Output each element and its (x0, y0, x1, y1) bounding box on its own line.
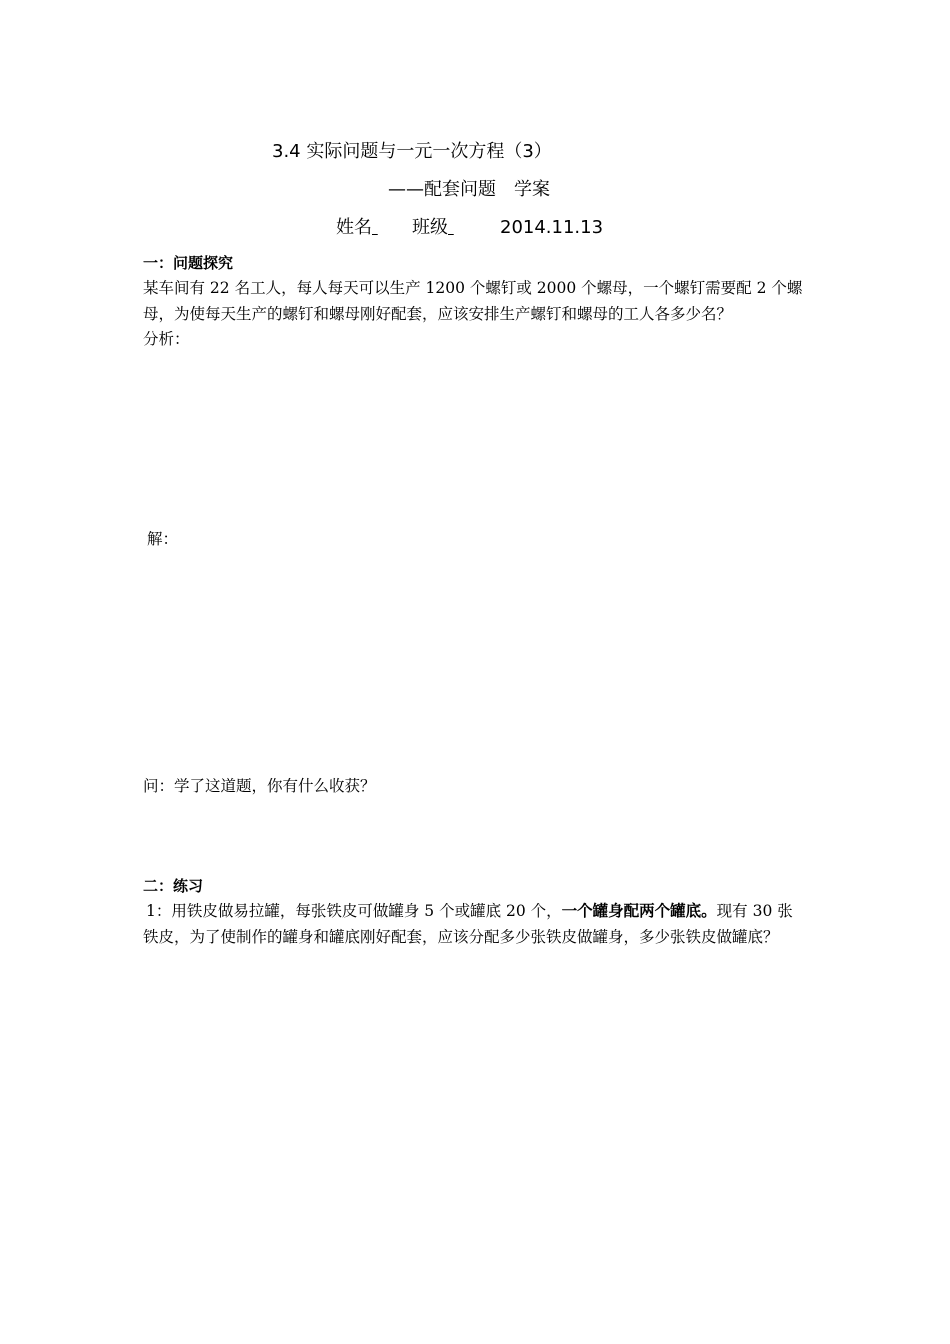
name-blank[interactable] (372, 217, 412, 238)
solution-label: 解： (147, 530, 179, 548)
date-text: 2014.11.13 (500, 217, 604, 238)
name-label: 姓名 (336, 217, 372, 238)
class-blank[interactable] (448, 217, 500, 238)
problem-line-2: 母，为使每天生产的螺钉和螺母刚好配套，应该安排生产螺钉和螺母的工人各多少名？ (143, 305, 733, 323)
page-title: 3.4 实际问题与一元一次方程（3） (272, 141, 552, 162)
exercise-1-line-2: 铁皮，为了使制作的罐身和罐底刚好配套，应该分配多少张铁皮做罐身，多少张铁皮做罐底？ (143, 928, 779, 946)
problem-line-1: 某车间有 22 名工人，每人每天可以生产 1200 个螺钉或 2000 个螺母，一个螺钉需要配 2 个螺 (143, 279, 803, 297)
analysis-label: 分析： (143, 330, 190, 348)
reflection-question: 问：学了这道题，你有什么收获？ (143, 777, 376, 795)
exercise-1-suffix: 现有 30 张 (716, 902, 793, 920)
student-info-line (336, 213, 603, 239)
page-subtitle: ——配套问题 学案 (388, 179, 550, 200)
exercise-1-line-1 (146, 899, 793, 921)
exercise-1-prefix: 1：用铁皮做易拉罐，每张铁皮可做罐身 5 个或罐底 20 个， (146, 902, 562, 920)
class-label: 班级 (412, 217, 448, 238)
section1-heading: 一：问题探究 (143, 254, 234, 272)
exercise-1-emphasis: 一个罐身配两个罐底。 (561, 902, 717, 920)
section2-heading: 二：练习 (143, 877, 204, 895)
